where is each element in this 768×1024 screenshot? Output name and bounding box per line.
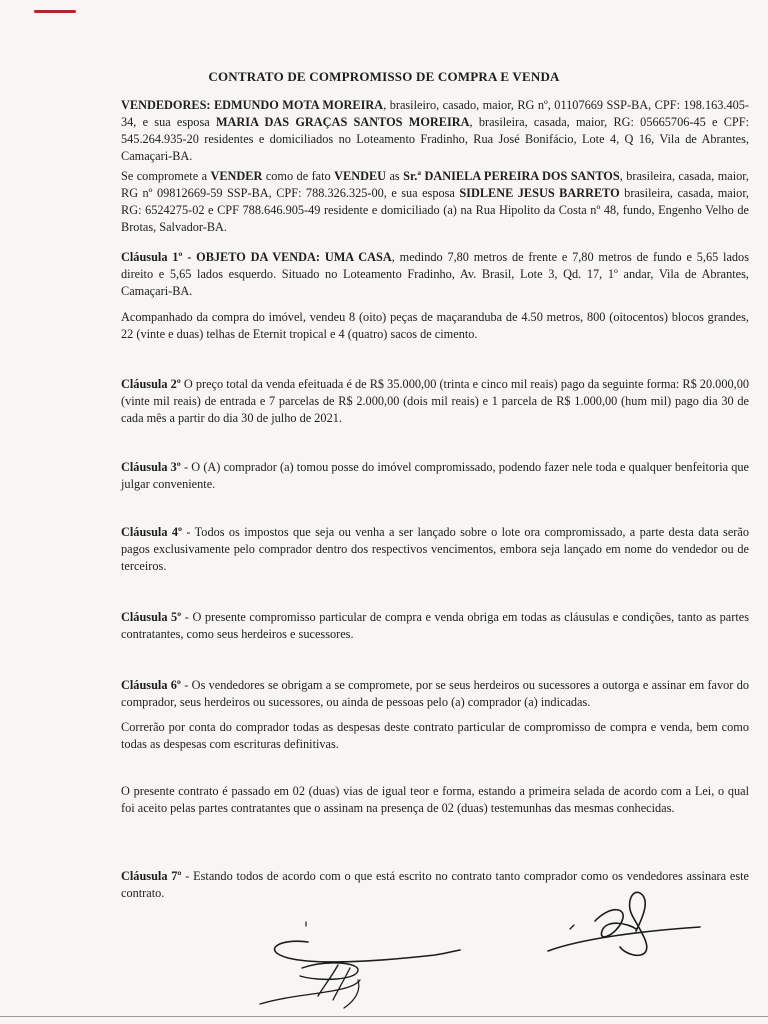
seller-spouse-name: MARIA DAS GRAÇAS SANTOS MOREIRA	[215, 115, 470, 129]
document-title: CONTRATO DE COMPROMISSO DE COMPRA E VENDA	[208, 69, 560, 84]
sellers-paragraph: VENDEDORES: EDMUNDO MOTA MOREIRA, brasileiro, casado, maior, RG nº, 01107669 SSP-BA, CPF: 198.163.405-34, e sua esposa MARIA DAS GRAÇAS SANTOS MOREIRA, brasileira, casada, maior, RG: 05665706-45 e CPF: 545.264.935-20 residentes e domiciliados no Loteamento Fradinho, Rua José Bonifácio, Lote 4, Q 16, Vila de Abrantes, Camaçari-BA.	[121, 98, 749, 163]
buyer-name: Sr.ª DANIELA PEREIRA DOS SANTOS	[403, 169, 620, 183]
sellers-label: VENDEDORES: EDMUNDO MOTA MOREIRA	[121, 98, 384, 112]
expenses-paragraph: Correrão por conta do comprador todas as despesas deste contrato particular de compromisso de compra e venda, bem como todas as despesas com escrituras definitivas.	[121, 720, 749, 751]
clause-5: Cláusula 5º - O presente compromisso particular de compra e venda obriga em todas as cláusulas e condições, tanto as partes contratantes, como seus herdeiros e sucessores.	[121, 610, 749, 641]
materials-paragraph: Acompanhado da compra do imóvel, vendeu 8 (oito) peças de maçaranduba de 4.50 metros, 800 (oitocentos) blocos grandes, 22 (vinte e duas) telhas de Eternit tropical e 4 (quatro) sacos de cimento.	[121, 310, 749, 341]
clause-6: Cláusula 6º - Os vendedores se obrigam a se compromete, por se seus herdeiros ou sucessores a outorga e assinar em favor do comprador, seus herdeiros ou sucessores, ou ainda de pessoas pelo (a) comprador (a) indicadas.	[121, 678, 749, 709]
clause-2: Cláusula 2º O preço total da venda efeituada é de R$ 35.000,00 (trinta e cinco mil reais) pago da seguinte forma: R$ 20.000,00 (vinte mil reais) de entrada e 7 parcelas de R$ 2.000,00 (dois mil reais) e 1 parcela de R$ 1.000,00 (hum mil) pago dia 30 de cada mês a partir do dia 30 de julho de 2021.	[121, 377, 749, 425]
clause-3: Cláusula 3º - O (A) comprador (a) tomou posse do imóvel compromissado, podendo fazer nele toda e qualquer benfeitoria que julgar conveniente.	[121, 460, 749, 491]
copies-paragraph: O presente contrato é passado em 02 (duas) vias de igual teor e forma, estando a primeira selada de acordo com a Lei, o qual foi aceito pelas partes contratantes que o assinam na presença de 02 (duas) testemunhas das mesmas conhecidas.	[121, 784, 749, 815]
right-signature	[540, 885, 710, 965]
clause-7: Cláusula 7º - Estando todos de acordo com o que está escrito no contrato tanto comprador como os vendedores assinara este contrato.	[121, 869, 749, 900]
buyer-spouse-name: SIDLENE JESUS BARRETO	[459, 186, 620, 200]
clause-1: Cláusula 1º - OBJETO DA VENDA: UMA CASA, medindo 7,80 metros de frente e 7,80 metros de fundo e 5,65 lados direito e 5,65 lados esquerdo. Situado no Loteamento Fradinho, Av. Brasil, Lote 3, Qd. 17, 1º andar, Vila de Abrantes, Camaçari-BA.	[121, 250, 749, 298]
left-signature	[240, 920, 480, 1015]
red-pen-mark	[34, 10, 76, 13]
buyers-paragraph: Se compromete a VENDER como de fato VENDEU as Sr.ª DANIELA PEREIRA DOS SANTOS, brasileira, casada, maior, RG nº 09812669-59 SSP-BA, CPF: 788.326.325-00, e sua esposa SIDLENE JESUS BARRETO brasileira, casada, maior, RG: 6524275-02 e CPF 788.646.905-49 residente e domiciliado (a) na Rua Hipolito da Costa nº 48, fundo, Engenho Velho de Brotas, Salvador-BA.	[121, 169, 749, 234]
clause-4: Cláusula 4º - Todos os impostos que seja ou venha a ser lançado sobre o lote ora compromissado, a parte desta data serão pagos exclusivamente pelo comprador dentro dos respectivos vencimentos, embora seja lançado em nome do vendedor ou de terceiros.	[121, 525, 749, 573]
page-edge	[0, 1016, 768, 1017]
